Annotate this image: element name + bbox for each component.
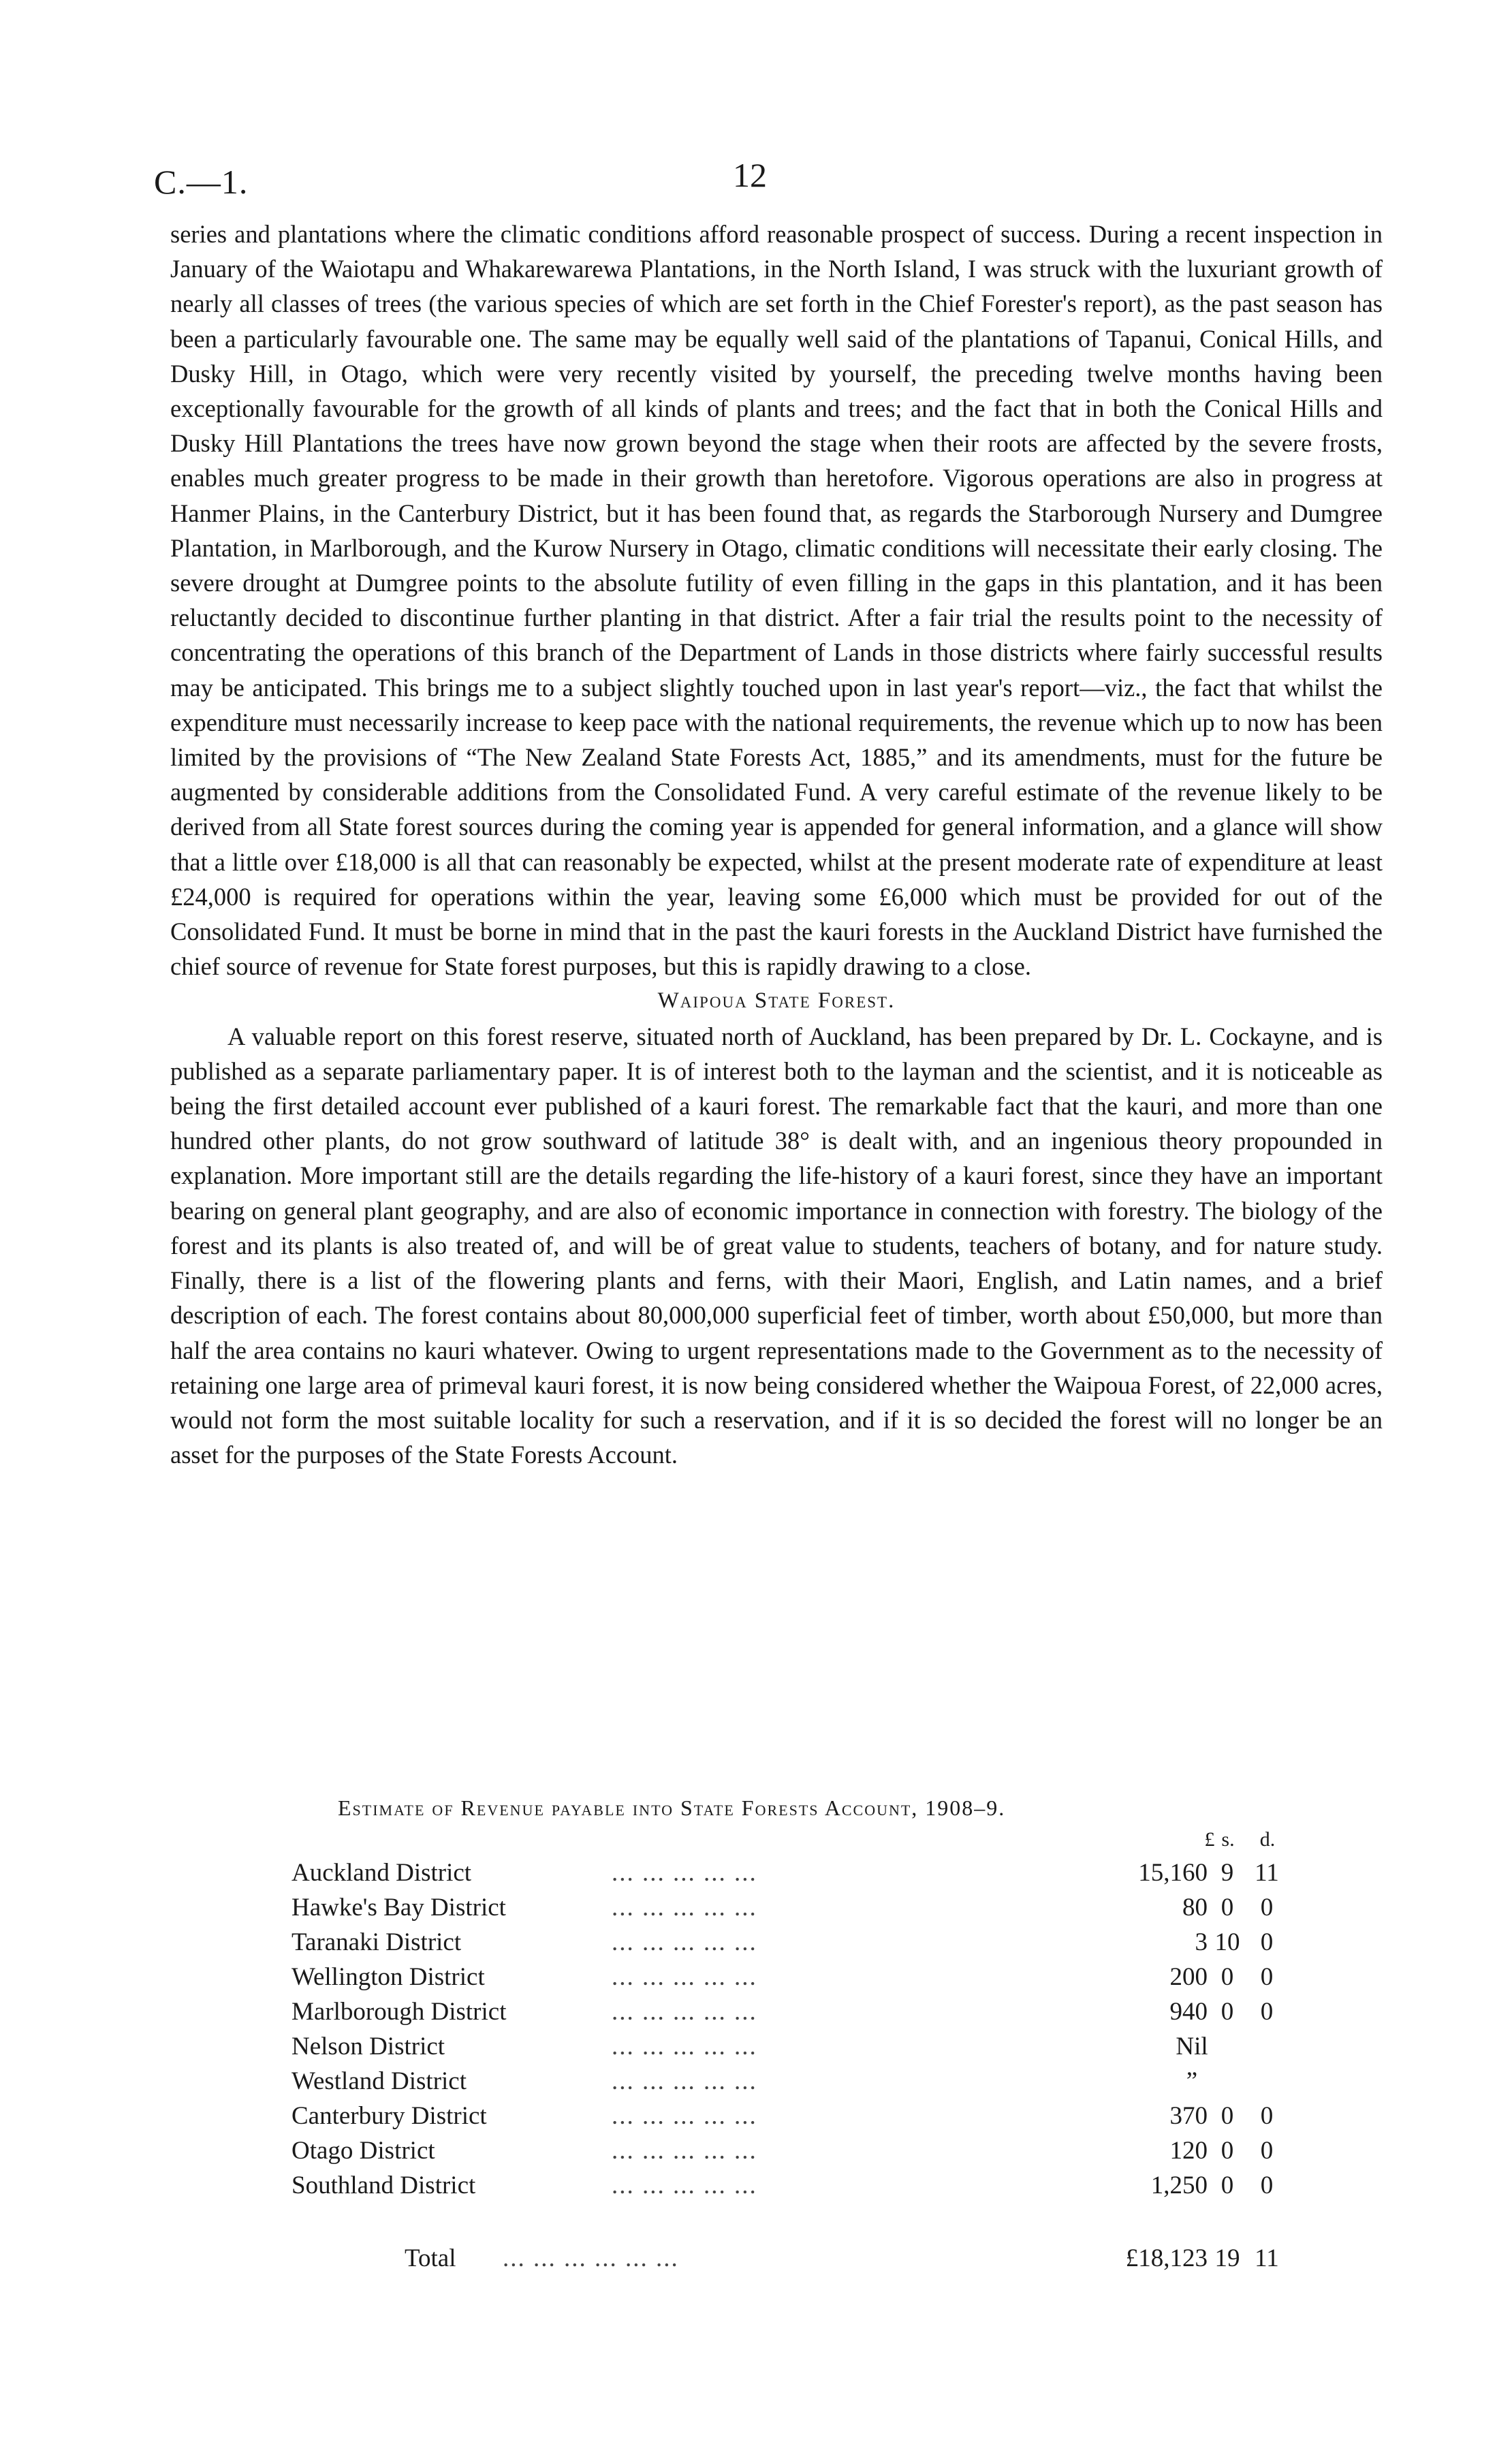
amount-shillings: 0 <box>1220 1998 1234 2026</box>
paragraph-plantations: series and plantations where the climatic conditions afford reasonable prospect of success. During a recent inspection in January of the Waiotapu and Whakarewarewa Plantations, in the North Island, I was struck with the luxuriant growth of nearly all classes of trees (the various species of which are set forth in the Chief Forester's report), as the past season has been a particularly favourable one. The same may be equally well said of the plantations of Tapanui, Conical Hills, and Dusky Hill, in Otago, which were very recently visited by yourself, the preceding twelve months having been exceptionally favourable for the growth of all kinds of plants and trees; and the fact that in both the Conical Hills and Dusky Hill Plantations the trees have now grown beyond the stage when their roots are affected by the severe frosts, enables much greater progress to be made in their growth than heretofore. Vigorous operations are also in progress at Hanmer Plains, in the Canterbury District, but it has been found that, as regards the Starborough Nursery and Dumgree Plantation, in Marlborough, and the Kurow Nursery in Otago, climatic conditions will necessitate their early closing. The severe drought at Dumgree points to the absolute futility of even filling in the gaps in this plantation, and it has been reluctantly decided to discontinue further planting in that district. After a fair trial the results point to the necessity of concentrating the operations of this branch of the Department of Lands in those districts where fairly successful results may be anticipated. This brings me to a subject slightly touched upon in last year's report—viz., the fact that whilst the expenditure must necessarily increase to keep pace with the national requirements, the revenue which up to now has been limited by the provisions of “The New Zealand State Forests Act, 1885,” and its amendments, must for the future be augmented by considerable additions from the Consolidated Fund. A very careful estimate of the revenue likely to be derived from all State forest sources during the coming year is appended for general information, and a glance will show that a little over £18,000 is all that can reasonably be expected, whilst at the present moderate rate of expenditure at least £24,000 is required for operations within the year, leaving some £6,000 which must be provided for out of the Consolidated Fund. It must be borne in mind that in the past the kauri forests in the Auckland District have furnished the chief source of revenue for State forest purposes, but this is rapidly drawing to a close. <box>170 220 1383 981</box>
dot-leader: ... ... ... ... ... <box>612 1998 757 2026</box>
amount-shillings: 0 <box>1220 2171 1234 2199</box>
table-total-row <box>292 2241 1286 2276</box>
amount-pounds: 80 <box>1182 1894 1208 1922</box>
district-name: Taranaki District <box>292 1928 462 1956</box>
dot-leader: ... ... ... ... ... <box>612 2102 757 2130</box>
district-name: Otago District <box>292 2137 435 2165</box>
amount-pounds: 940 <box>1169 1998 1208 2026</box>
amount-pounds: 15,160 <box>1138 1859 1208 1887</box>
amount-shillings: 0 <box>1220 2137 1234 2165</box>
amount-pence: 0 <box>1260 2102 1274 2130</box>
district-name: Southland District <box>292 2171 476 2199</box>
amount-shillings: 0 <box>1220 2102 1234 2130</box>
dot-leader: ... ... ... ... ... <box>612 1894 757 1922</box>
table-row <box>292 1960 1286 1994</box>
amount-pounds: 3 <box>1195 1928 1208 1956</box>
column-header-pounds: £ <box>1204 1828 1215 1851</box>
total-label: Total <box>405 2244 456 2272</box>
amount-pounds: 120 <box>1169 2137 1208 2165</box>
amount-pence: 0 <box>1260 1928 1274 1956</box>
body-text <box>170 217 1383 1472</box>
district-name: Canterbury District <box>292 2102 487 2130</box>
dot-leader: ... ... ... ... ... ... <box>503 2244 679 2272</box>
page-number: 12 <box>733 156 767 194</box>
table-column-headers <box>292 1828 1286 1855</box>
table-row <box>292 2029 1286 2064</box>
amount-pence: 0 <box>1260 2137 1274 2165</box>
section-heading: Waipoua State Forest. <box>657 988 896 1014</box>
table-row <box>292 1855 1286 1890</box>
document-reference: C.—1. <box>154 163 249 201</box>
district-name: Hawke's Bay District <box>292 1894 506 1922</box>
amount-pounds: 370 <box>1169 2102 1208 2130</box>
table-row <box>292 2133 1286 2168</box>
amount-pence: 0 <box>1260 1998 1274 2026</box>
total-shillings: 19 <box>1214 2244 1240 2272</box>
district-name: Westland District <box>292 2067 467 2095</box>
district-name: Nelson District <box>292 2033 445 2060</box>
table-row <box>292 2099 1286 2133</box>
paragraph-waipoua: A valuable report on this forest reserve, situated north of Auckland, has been prepared by Dr. L. Cockayne, and is published as a separate parliamentary paper. It is of interest both to the layman and the scientist, and it is noticeable as being the first detailed account ever published of a kauri forest. The remarkable fact that the kauri, and more than one hundred other plants, do not grow southward of latitude 38° is dealt with, and an ingenious theory propounded in explanation. More important still are the details regarding the life-history of a kauri forest, since they have an important bearing on general plant geography, and are also of economic importance in connection with forestry. The biology of the forest and its plants is also treated of, and will be of great value to students, teachers of botany, and for nature study. Finally, there is a list of the flowering plants and ferns, with their Maori, English, and Latin names, and a brief description of each. The forest contains about 80,000,000 superficial feet of timber, worth about £50,000, but more than half the area contains no kauri whatever. Owing to urgent representations made to the Government as to the necessity of retaining one large area of primeval kauri forest, it is now being considered whether the Waipoua Forest, of 22,000 acres, would not form the most suitable locality for such a reservation, and if it is so decided the forest will no longer be an asset for the purposes of the State Forests Account. <box>170 1022 1383 1469</box>
amount-nil: Nil <box>1176 2033 1208 2060</box>
column-header-shillings: s. <box>1221 1828 1235 1851</box>
amount-pence: 0 <box>1260 1963 1274 1991</box>
total-pence: 11 <box>1255 2244 1279 2272</box>
revenue-estimate-table <box>292 1828 1286 2203</box>
table-title: Estimate of Revenue payable into State Forests Account, 1908–9. <box>338 1796 1006 1820</box>
table-row <box>292 1925 1286 1960</box>
table-row <box>292 1994 1286 2029</box>
dot-leader: ... ... ... ... ... <box>612 2033 757 2060</box>
dot-leader: ... ... ... ... ... <box>612 2171 757 2199</box>
amount-pence: 0 <box>1260 2171 1274 2199</box>
amount-pounds: 200 <box>1169 1963 1208 1991</box>
amount-pounds: 1,250 <box>1150 2171 1208 2199</box>
amount-pence: 0 <box>1260 1894 1274 1922</box>
total-pounds: £18,123 <box>1125 2244 1208 2272</box>
dot-leader: ... ... ... ... ... <box>612 1859 757 1887</box>
district-name: Wellington District <box>292 1963 485 1991</box>
district-name: Auckland District <box>292 1859 472 1887</box>
table-row <box>292 2064 1286 2099</box>
district-name: Marlborough District <box>292 1998 507 2026</box>
dot-leader: ... ... ... ... ... <box>612 2137 757 2165</box>
dot-leader: ... ... ... ... ... <box>612 2067 757 2095</box>
amount-shillings: 10 <box>1214 1928 1240 1956</box>
amount-shillings: 0 <box>1220 1963 1234 1991</box>
column-header-pence: d. <box>1259 1828 1276 1851</box>
dot-leader: ... ... ... ... ... <box>612 1928 757 1956</box>
amount-shillings: 9 <box>1220 1859 1234 1887</box>
table-row <box>292 2168 1286 2203</box>
table-row <box>292 1890 1286 1925</box>
dot-leader: ... ... ... ... ... <box>612 1963 757 1991</box>
amount-pence: 11 <box>1255 1859 1279 1887</box>
amount-shillings: 0 <box>1220 1894 1234 1922</box>
amount-ditto-mark: ” <box>1186 2067 1198 2095</box>
